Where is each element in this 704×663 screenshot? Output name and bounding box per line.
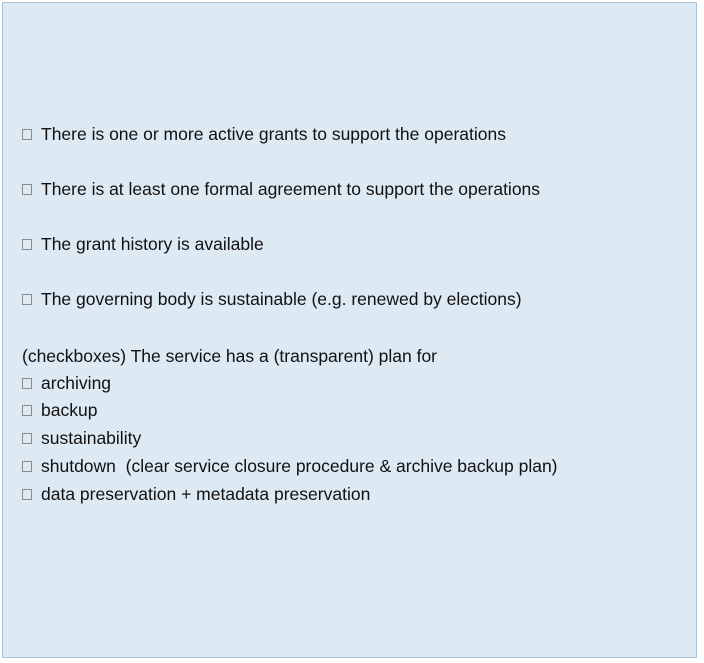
checkbox[interactable] bbox=[22, 405, 32, 416]
checkbox[interactable] bbox=[22, 129, 32, 140]
checkbox[interactable] bbox=[22, 461, 32, 472]
checklist-item-active-grants[interactable] bbox=[22, 123, 506, 145]
checkbox[interactable] bbox=[22, 239, 32, 250]
checklist-item-label: There is one or more active grants to support the operations bbox=[41, 124, 506, 144]
plan-heading: (checkboxes) The service has a (transparent) plan for bbox=[22, 346, 438, 366]
checklist-panel bbox=[2, 2, 697, 658]
plan-item-backup[interactable] bbox=[22, 399, 97, 421]
checkbox[interactable] bbox=[22, 294, 32, 305]
checklist-item-label: The grant history is available bbox=[41, 234, 264, 254]
plan-item-label: shutdown (clear service closure procedure & archive backup plan) bbox=[41, 456, 558, 476]
checklist-item-governing-body[interactable] bbox=[22, 288, 522, 310]
plan-item-sustainability[interactable] bbox=[22, 427, 141, 449]
plan-item-archiving[interactable] bbox=[22, 372, 111, 394]
plan-item-label: data preservation + metadata preservation bbox=[41, 484, 371, 504]
checkbox[interactable] bbox=[22, 378, 32, 389]
checklist-item-grant-history[interactable] bbox=[22, 233, 264, 255]
checkbox[interactable] bbox=[22, 433, 32, 444]
plan-item-shutdown[interactable] bbox=[22, 455, 558, 477]
checklist-item-formal-agreement[interactable] bbox=[22, 178, 540, 200]
plan-item-data-preservation[interactable] bbox=[22, 483, 370, 505]
checkbox[interactable] bbox=[22, 489, 32, 500]
checklist-item-label: The governing body is sustainable (e.g. renewed by elections) bbox=[41, 289, 522, 309]
plan-item-label: sustainability bbox=[41, 428, 142, 448]
checkbox[interactable] bbox=[22, 184, 32, 195]
plan-item-label: archiving bbox=[41, 373, 112, 393]
checklist-item-label: There is at least one formal agreement to support the operations bbox=[41, 179, 541, 199]
plan-item-label: backup bbox=[41, 400, 98, 420]
